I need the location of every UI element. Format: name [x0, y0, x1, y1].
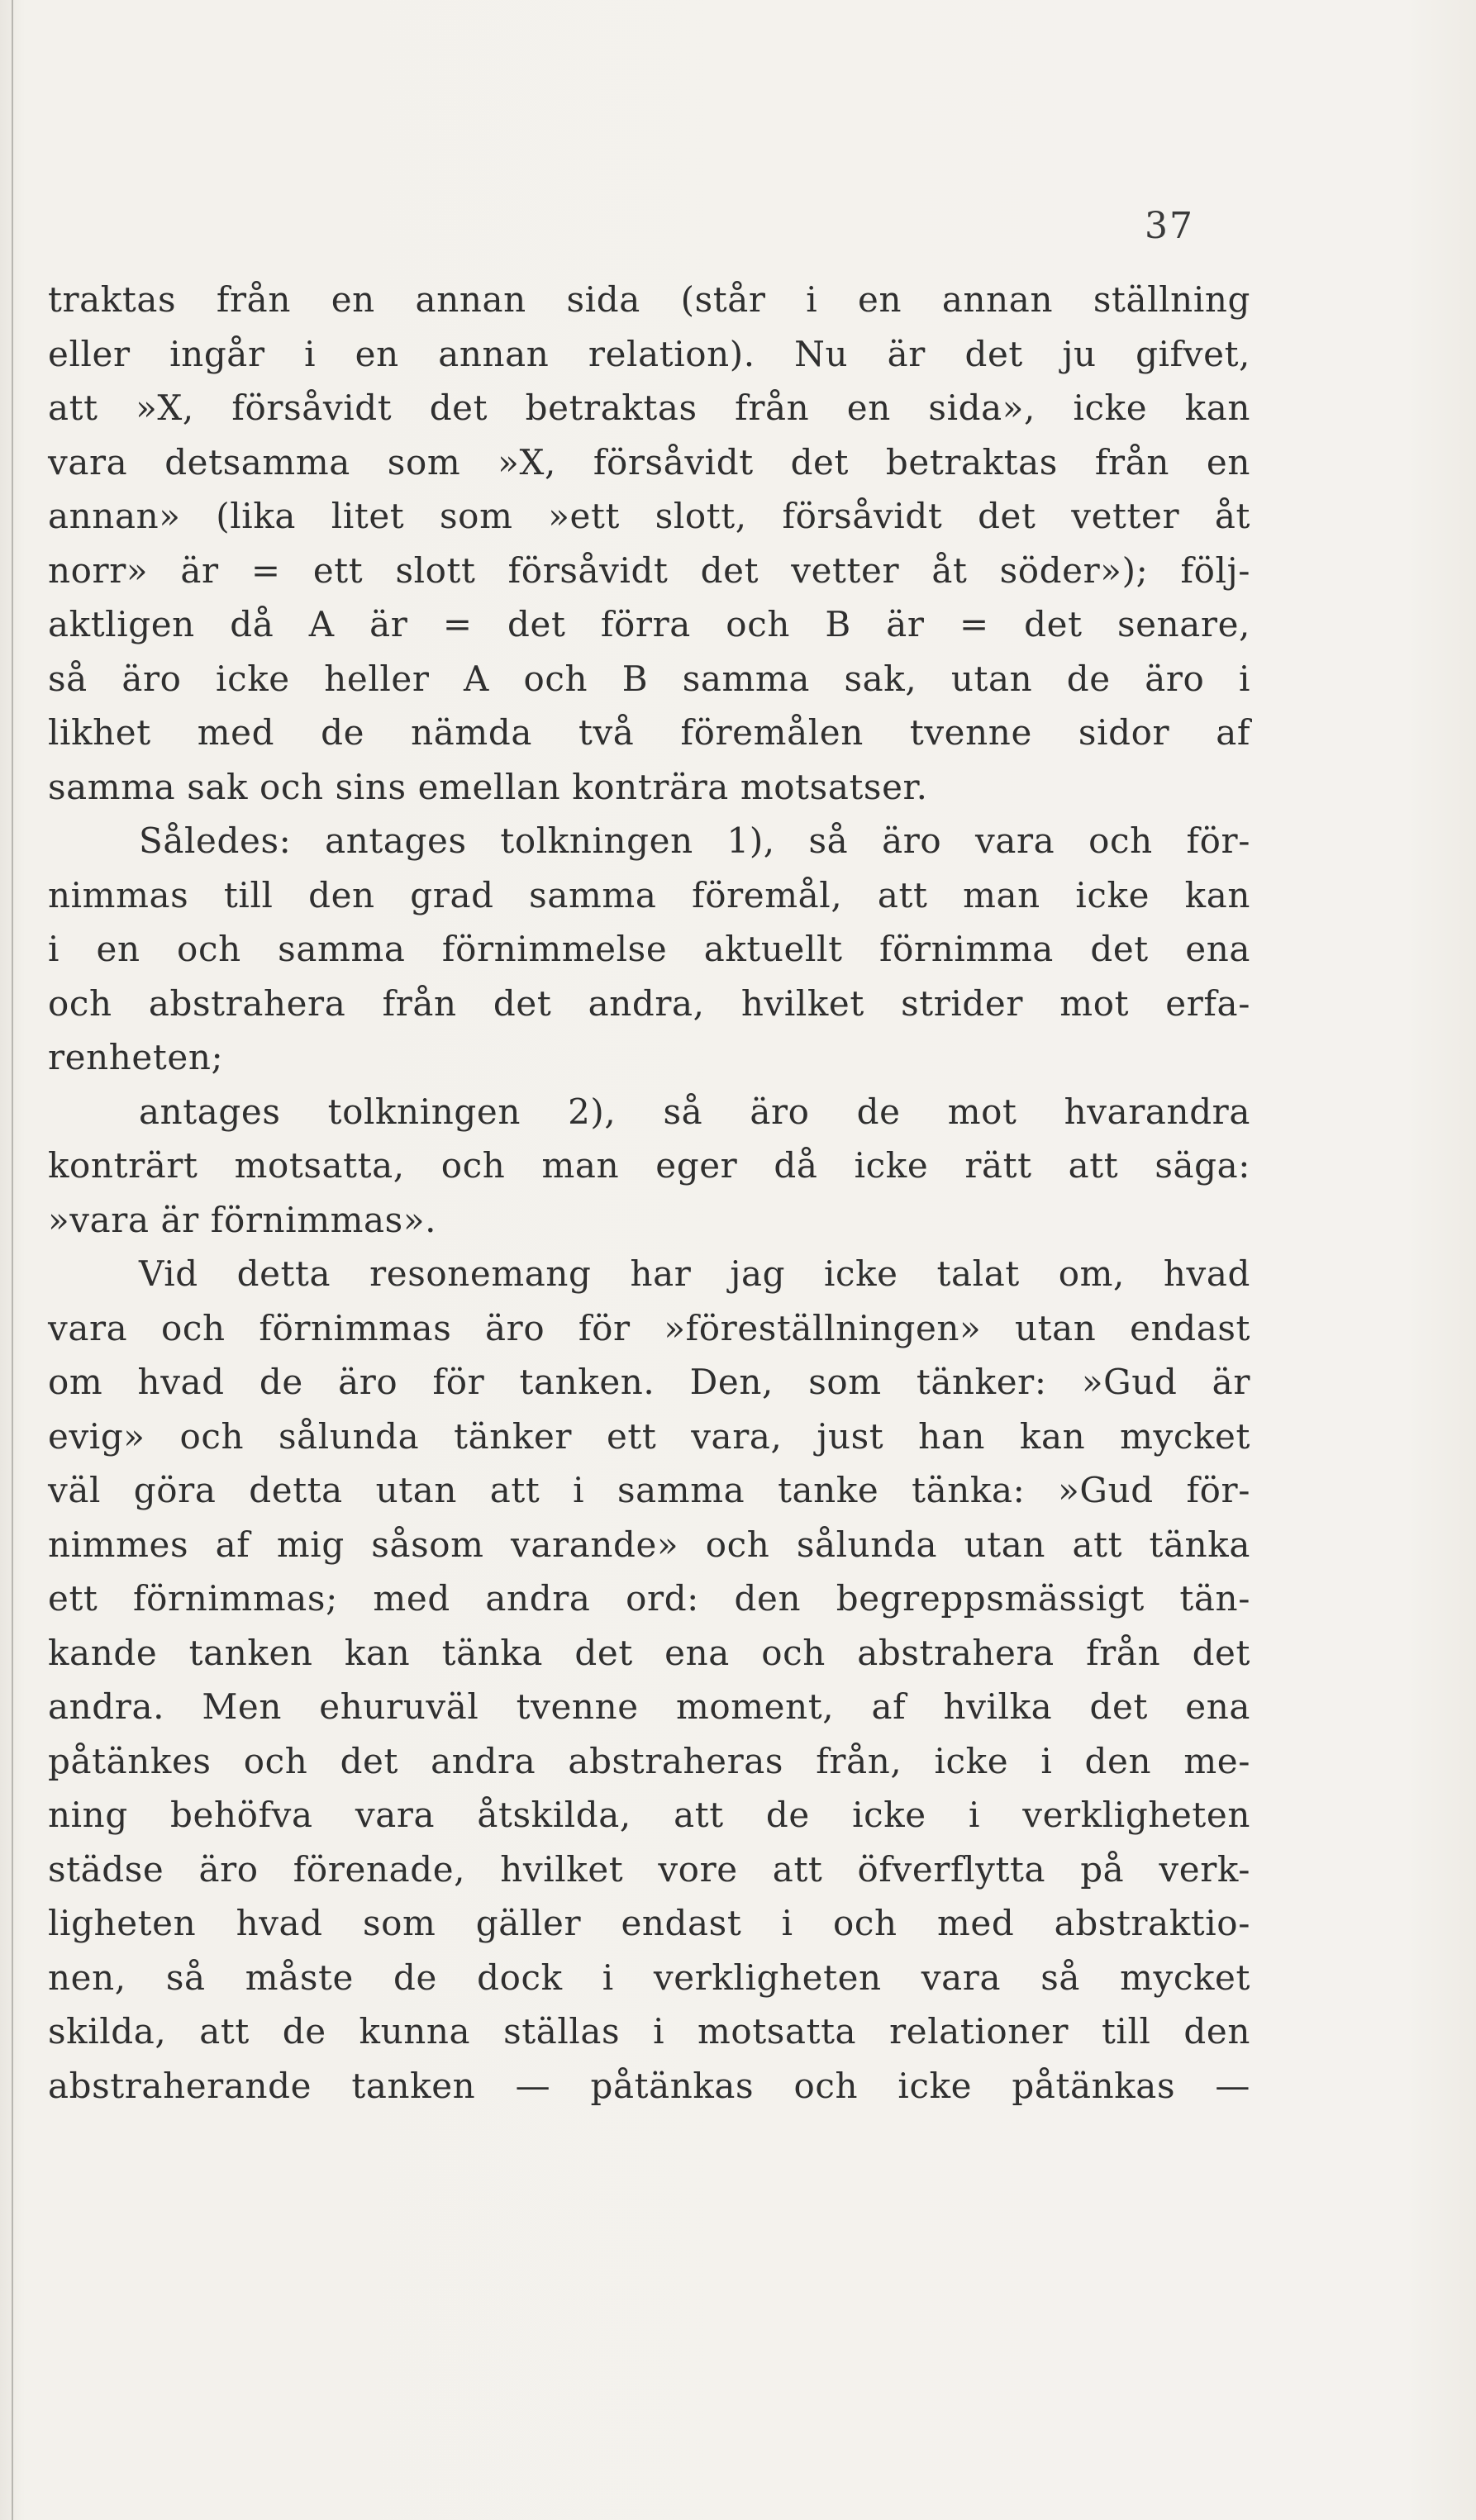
- text-line: kande tanken kan tänka det ena och abstrahera från det: [48, 1632, 1250, 1673]
- text-line: andra. Men ehuruväl tvenne moment, af hvilka det ena: [48, 1686, 1250, 1727]
- text-line: »vara är förnimmas».: [48, 1199, 437, 1240]
- text-line: ligheten hvad som gäller endast i och med abstraktio-: [48, 1903, 1250, 1943]
- text-line: städse äro förenade, hvilket vore att öfverflytta på verk-: [48, 1848, 1250, 1890]
- text-line: norr» är = ett slott försåvidt det vetter åt söder»); följ-: [48, 549, 1250, 591]
- text-line: Således: antages tolkningen 1), så äro vara och för-: [139, 820, 1250, 861]
- text-line: nen, så måste de dock i verkligheten vara så mycket: [48, 1957, 1250, 1998]
- text-line: konträrt motsatta, och man eger då icke rätt att säga:: [48, 1145, 1250, 1186]
- text-line: nimmes af mig såsom varande» och sålunda utan att tänka: [48, 1524, 1250, 1565]
- text-line: vara detsamma som »X, försåvidt det betraktas från en: [48, 441, 1250, 483]
- text-line: väl göra detta utan att i samma tanke tänka: »Gud för-: [48, 1470, 1250, 1510]
- text-line: Vid detta resonemang har jag icke talat om, hvad: [139, 1253, 1250, 1294]
- text-line: abstraherande tanken — påtänkas och icke påtänkas —: [48, 2065, 1250, 2106]
- page-number: 37: [1145, 205, 1194, 247]
- body-text: [48, 273, 1250, 2113]
- text-line: så äro icke heller A och B samma sak, utan de äro i: [48, 658, 1250, 699]
- binding-edge: [12, 0, 13, 2520]
- text-line: påtänkes och det andra abstraheras från, icke i den me-: [48, 1740, 1250, 1781]
- text-line: renheten;: [48, 1037, 224, 1077]
- text-line: och abstrahera från det andra, hvilket strider mot erfa-: [48, 982, 1250, 1024]
- text-line: likhet med de nämda två föremålen tvenne sidor af: [48, 712, 1250, 753]
- text-line: evig» och sålunda tänker ett vara, just han kan mycket: [48, 1415, 1250, 1457]
- text-line: vara och förnimmas äro för »föreställningen» utan endast: [48, 1307, 1250, 1348]
- text-line: antages tolkningen 2), så äro de mot hvarandra: [139, 1091, 1250, 1132]
- text-line: eller ingår i en annan relation). Nu är det ju gifvet,: [48, 333, 1250, 374]
- text-line: skilda, att de kunna ställas i motsatta relationer till den: [48, 2011, 1250, 2052]
- text-line: ett förnimmas; med andra ord: den begreppsmässigt tän-: [48, 1578, 1250, 1619]
- text-line: i en och samma förnimmelse aktuellt förnimma det ena: [48, 929, 1250, 969]
- text-line: att »X, försåvidt det betraktas från en sida», icke kan: [48, 388, 1250, 428]
- text-line: aktligen då A är = det förra och B är = det senare,: [48, 604, 1250, 644]
- text-line: traktas från en annan sida (står i en annan ställning: [48, 279, 1250, 320]
- text-line: annan» (lika litet som »ett slott, försåvidt det vetter åt: [48, 496, 1250, 536]
- text-line: nimmas till den grad samma föremål, att man icke kan: [48, 874, 1250, 915]
- text-line: ning behöfva vara åtskilda, att de icke i verkligheten: [48, 1795, 1250, 1835]
- text-line: samma sak och sins emellan konträra motsatser.: [48, 766, 928, 807]
- text-line: om hvad de äro för tanken. Den, som tänker: »Gud är: [48, 1362, 1250, 1402]
